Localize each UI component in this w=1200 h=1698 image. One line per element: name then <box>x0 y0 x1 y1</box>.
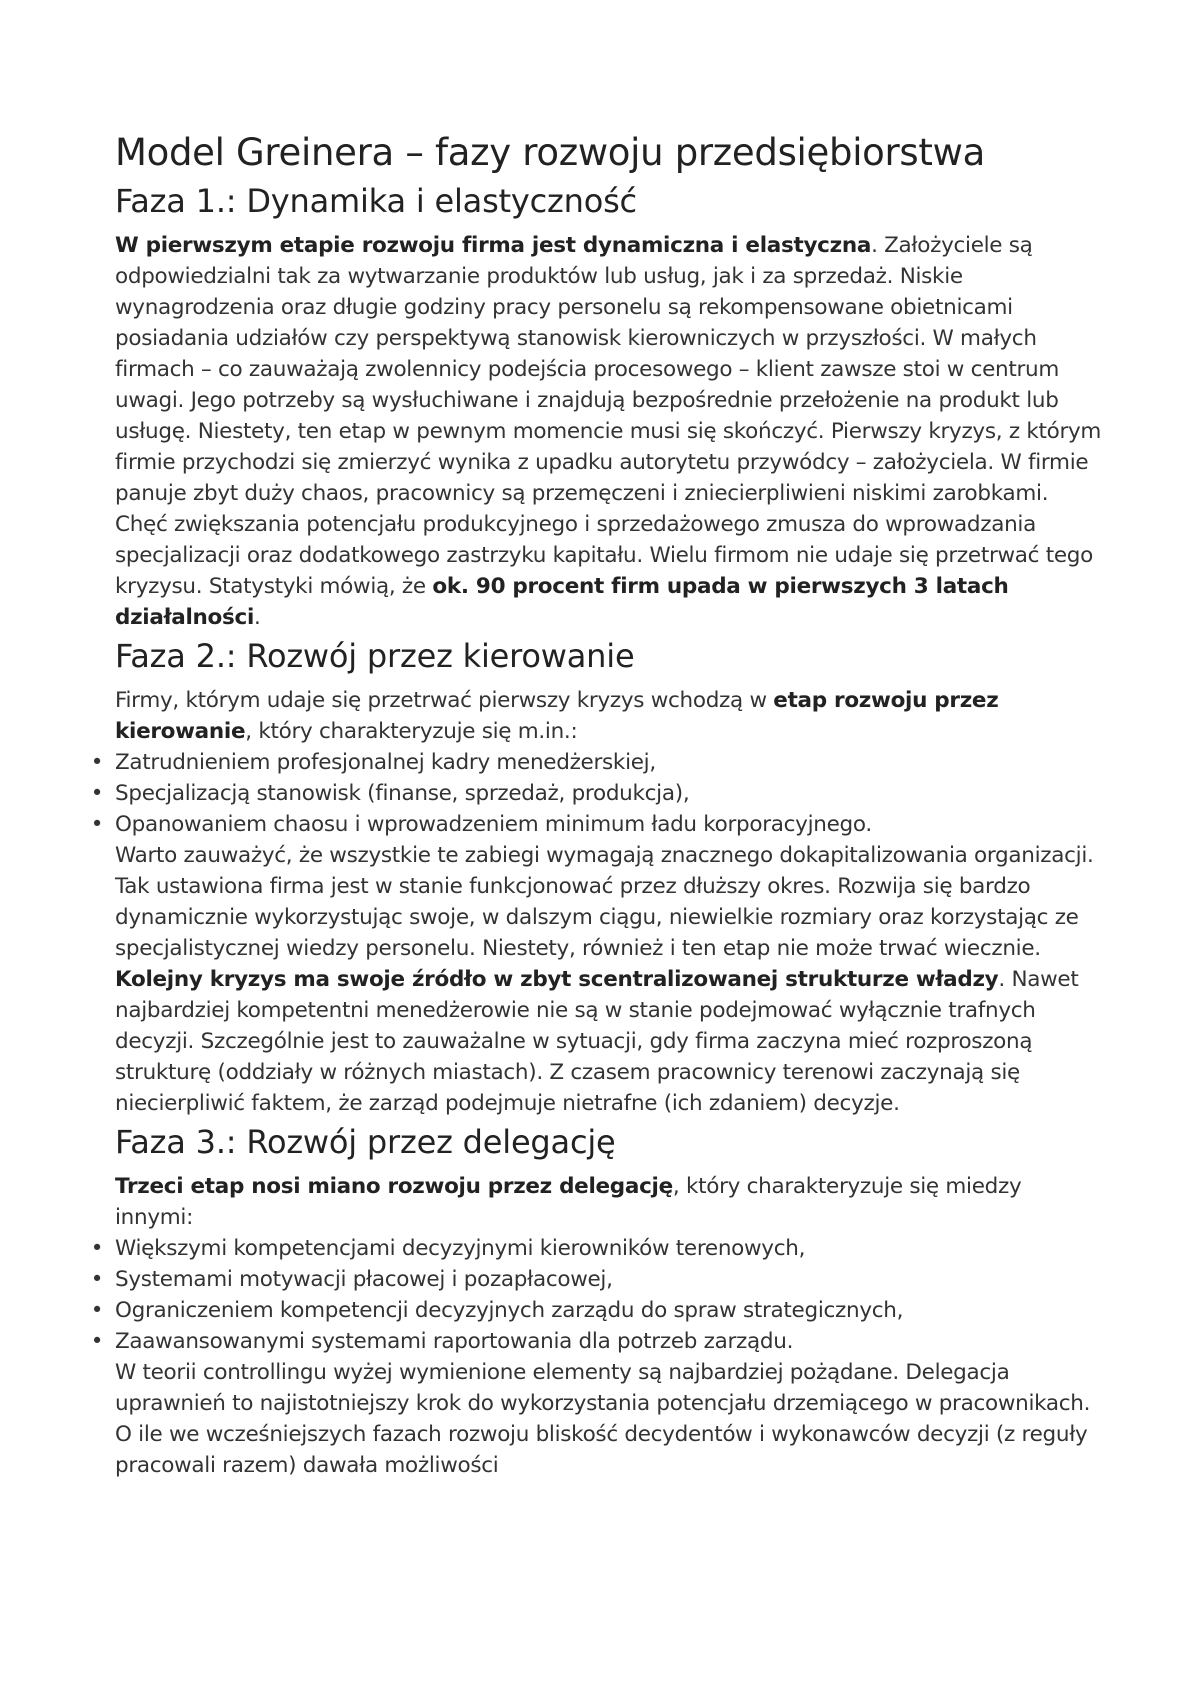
list-item-text: Zaawansowanymi systemami raportowania dla potrzeb zarządu. <box>115 1329 794 1354</box>
list-item-text: Systemami motywacji płacowej i pozapłacowej, <box>115 1267 613 1292</box>
phase-1-bold-end: ok. 90 procent firm upada w pierwszych 3 latach działalności <box>115 574 1009 630</box>
phase-2-section <box>90 635 1105 1119</box>
bullet-icon: • <box>90 812 104 837</box>
list-item-text: Zatrudnieniem profesjonalnej kadry menedżerskiej, <box>115 750 656 775</box>
document-title: Model Greinera – fazy rozwoju przedsiębiorstwa <box>115 131 985 174</box>
list-item-text: Specjalizacją stanowisk (finanse, sprzedaż, produkcja), <box>115 781 690 806</box>
phase-3-section <box>90 1121 1105 1481</box>
list-item <box>90 809 1105 840</box>
list-item-text: Opanowaniem chaosu i wprowadzeniem minimum ładu korporacyjnego. <box>115 812 872 837</box>
phase-1-paragraph <box>115 230 1105 633</box>
bullet-icon: • <box>90 1329 104 1354</box>
bullet-icon: • <box>90 750 104 775</box>
phase-2-paragraph <box>115 840 1105 1119</box>
bullet-icon: • <box>90 1236 104 1261</box>
phase-1-bold-intro: W pierwszym etapie rozwoju firma jest dynamiczna i elastyczna <box>115 233 872 258</box>
phase-1-section <box>115 180 1105 633</box>
list-item <box>90 778 1105 809</box>
phase-2-bullet-list <box>90 747 1105 840</box>
phase-2-intro <box>115 685 1105 747</box>
phase-1-text-end: . <box>254 605 261 630</box>
phase-3-intro-end: , który charakteryzuje się miedzy innymi: <box>115 1174 1022 1230</box>
phase-3-bullet-list <box>90 1233 1105 1357</box>
phase-3-heading: Faza 3.: Rozwój przez delegację <box>115 1123 616 1161</box>
list-item-text: Ograniczeniem kompetencji decyzyjnych zarządu do spraw strategicznych, <box>115 1298 904 1323</box>
phase-3-intro-bold: Trzeci etap nosi miano rozwoju przez delegację <box>115 1174 673 1199</box>
list-item <box>90 1295 1105 1326</box>
phase-2-intro-end: , który charakteryzuje się m.in.: <box>245 719 578 744</box>
bullet-icon: • <box>90 781 104 806</box>
phase-3-text-1: W teorii controllingu wyżej wymienione elementy są najbardziej pożądane. Delegacja uprawnień to najistotniejszy krok do wykorzystania potencjału drzemiącego w pracownikach. O ile we wcześniejszych fazach rozwoju bliskość decydentów i wykonawców decyzji (z reguły pracowali razem) dawała możliwości <box>115 1360 1091 1478</box>
phase-2-heading: Faza 2.: Rozwój przez kierowanie <box>115 637 635 675</box>
phase-2-bold-mid: Kolejny kryzys ma swoje źródło w zbyt scentralizowanej strukturze władzy <box>115 967 999 992</box>
phase-2-intro-text: Firmy, którym udaje się przetrwać pierwszy kryzys wchodzą w <box>115 688 774 713</box>
bullet-icon: • <box>90 1298 104 1323</box>
phase-3-paragraph <box>115 1357 1105 1481</box>
phase-1-heading: Faza 1.: Dynamika i elastyczność <box>115 182 637 220</box>
list-item <box>90 1233 1105 1264</box>
bullet-icon: • <box>90 1267 104 1292</box>
list-item-text: Większymi kompetencjami decyzyjnymi kierowników terenowych, <box>115 1236 806 1261</box>
phase-1-text: . Założyciele są odpowiedzialni tak za wytwarzanie produktów lub usług, jak i za sprzedaż. Niskie wynagrodzenia oraz długie godziny pracy personelu są rekompensowane obietnicami posiadania udziałów czy perspektywą stanowisk kierowniczych w przyszłości. W małych firmach – co zauważają zwolennicy podejścia procesowego – klient zawsze stoi w centrum uwagi. Jego potrzeby są wysłuchiwane i znajdują bezpośrednie przełożenie na produkt lub usługę. Niestety, ten etap w pewnym momencie musi się skończyć. Pierwszy kryzys, z którym firmie przychodzi się zmierzyć wynika z upadku autorytetu przywódcy – założyciela. W firmie panuje zbyt duży chaos, pracownicy są przemęczeni i zniecierpliwieni niskimi zarobkami. Chęć zwiększania potencjału produkcyjnego i sprzedażowego zmusza do wprowadzania specjalizacji oraz dodatkowego zastrzyku kapitału. Wielu firmom nie udaje się przetrwać tego kryzysu. Statystyki mówią, że <box>115 233 1102 599</box>
document-content <box>90 130 1105 1483</box>
phase-2-intro-bold: etap rozwoju przez kierowanie <box>115 688 999 744</box>
phase-2-text-1: Warto zauważyć, że wszystkie te zabiegi wymagają znacznego dokapitalizowania organizacji. Tak ustawiona firma jest w stanie funkcjonować przez dłuższy okres. Rozwija się bardzo dynamicznie wykorzystując swoje, w dalszym ciągu, niewielkie rozmiary oraz korzystając ze specjalistycznej wiedzy personelu. Niestety, również i ten etap nie może trwać wiecznie. <box>115 843 1094 961</box>
list-item <box>90 1326 1105 1357</box>
phase-3-intro <box>115 1171 1105 1233</box>
phase-2-text-2: . Nawet najbardziej kompetentni menedżerowie nie są w stanie podejmować wyłącznie trafnych decyzji. Szczególnie jest to zauważalne w sytuacji, gdy firma zaczyna mieć rozproszoną strukturę (oddziały w różnych miastach). Z czasem pracownicy terenowi zaczynają się niecierpliwić faktem, że zarząd podejmuje nietrafne (ich zdaniem) decyzje. <box>115 967 1079 1116</box>
list-item <box>90 747 1105 778</box>
list-item <box>90 1264 1105 1295</box>
